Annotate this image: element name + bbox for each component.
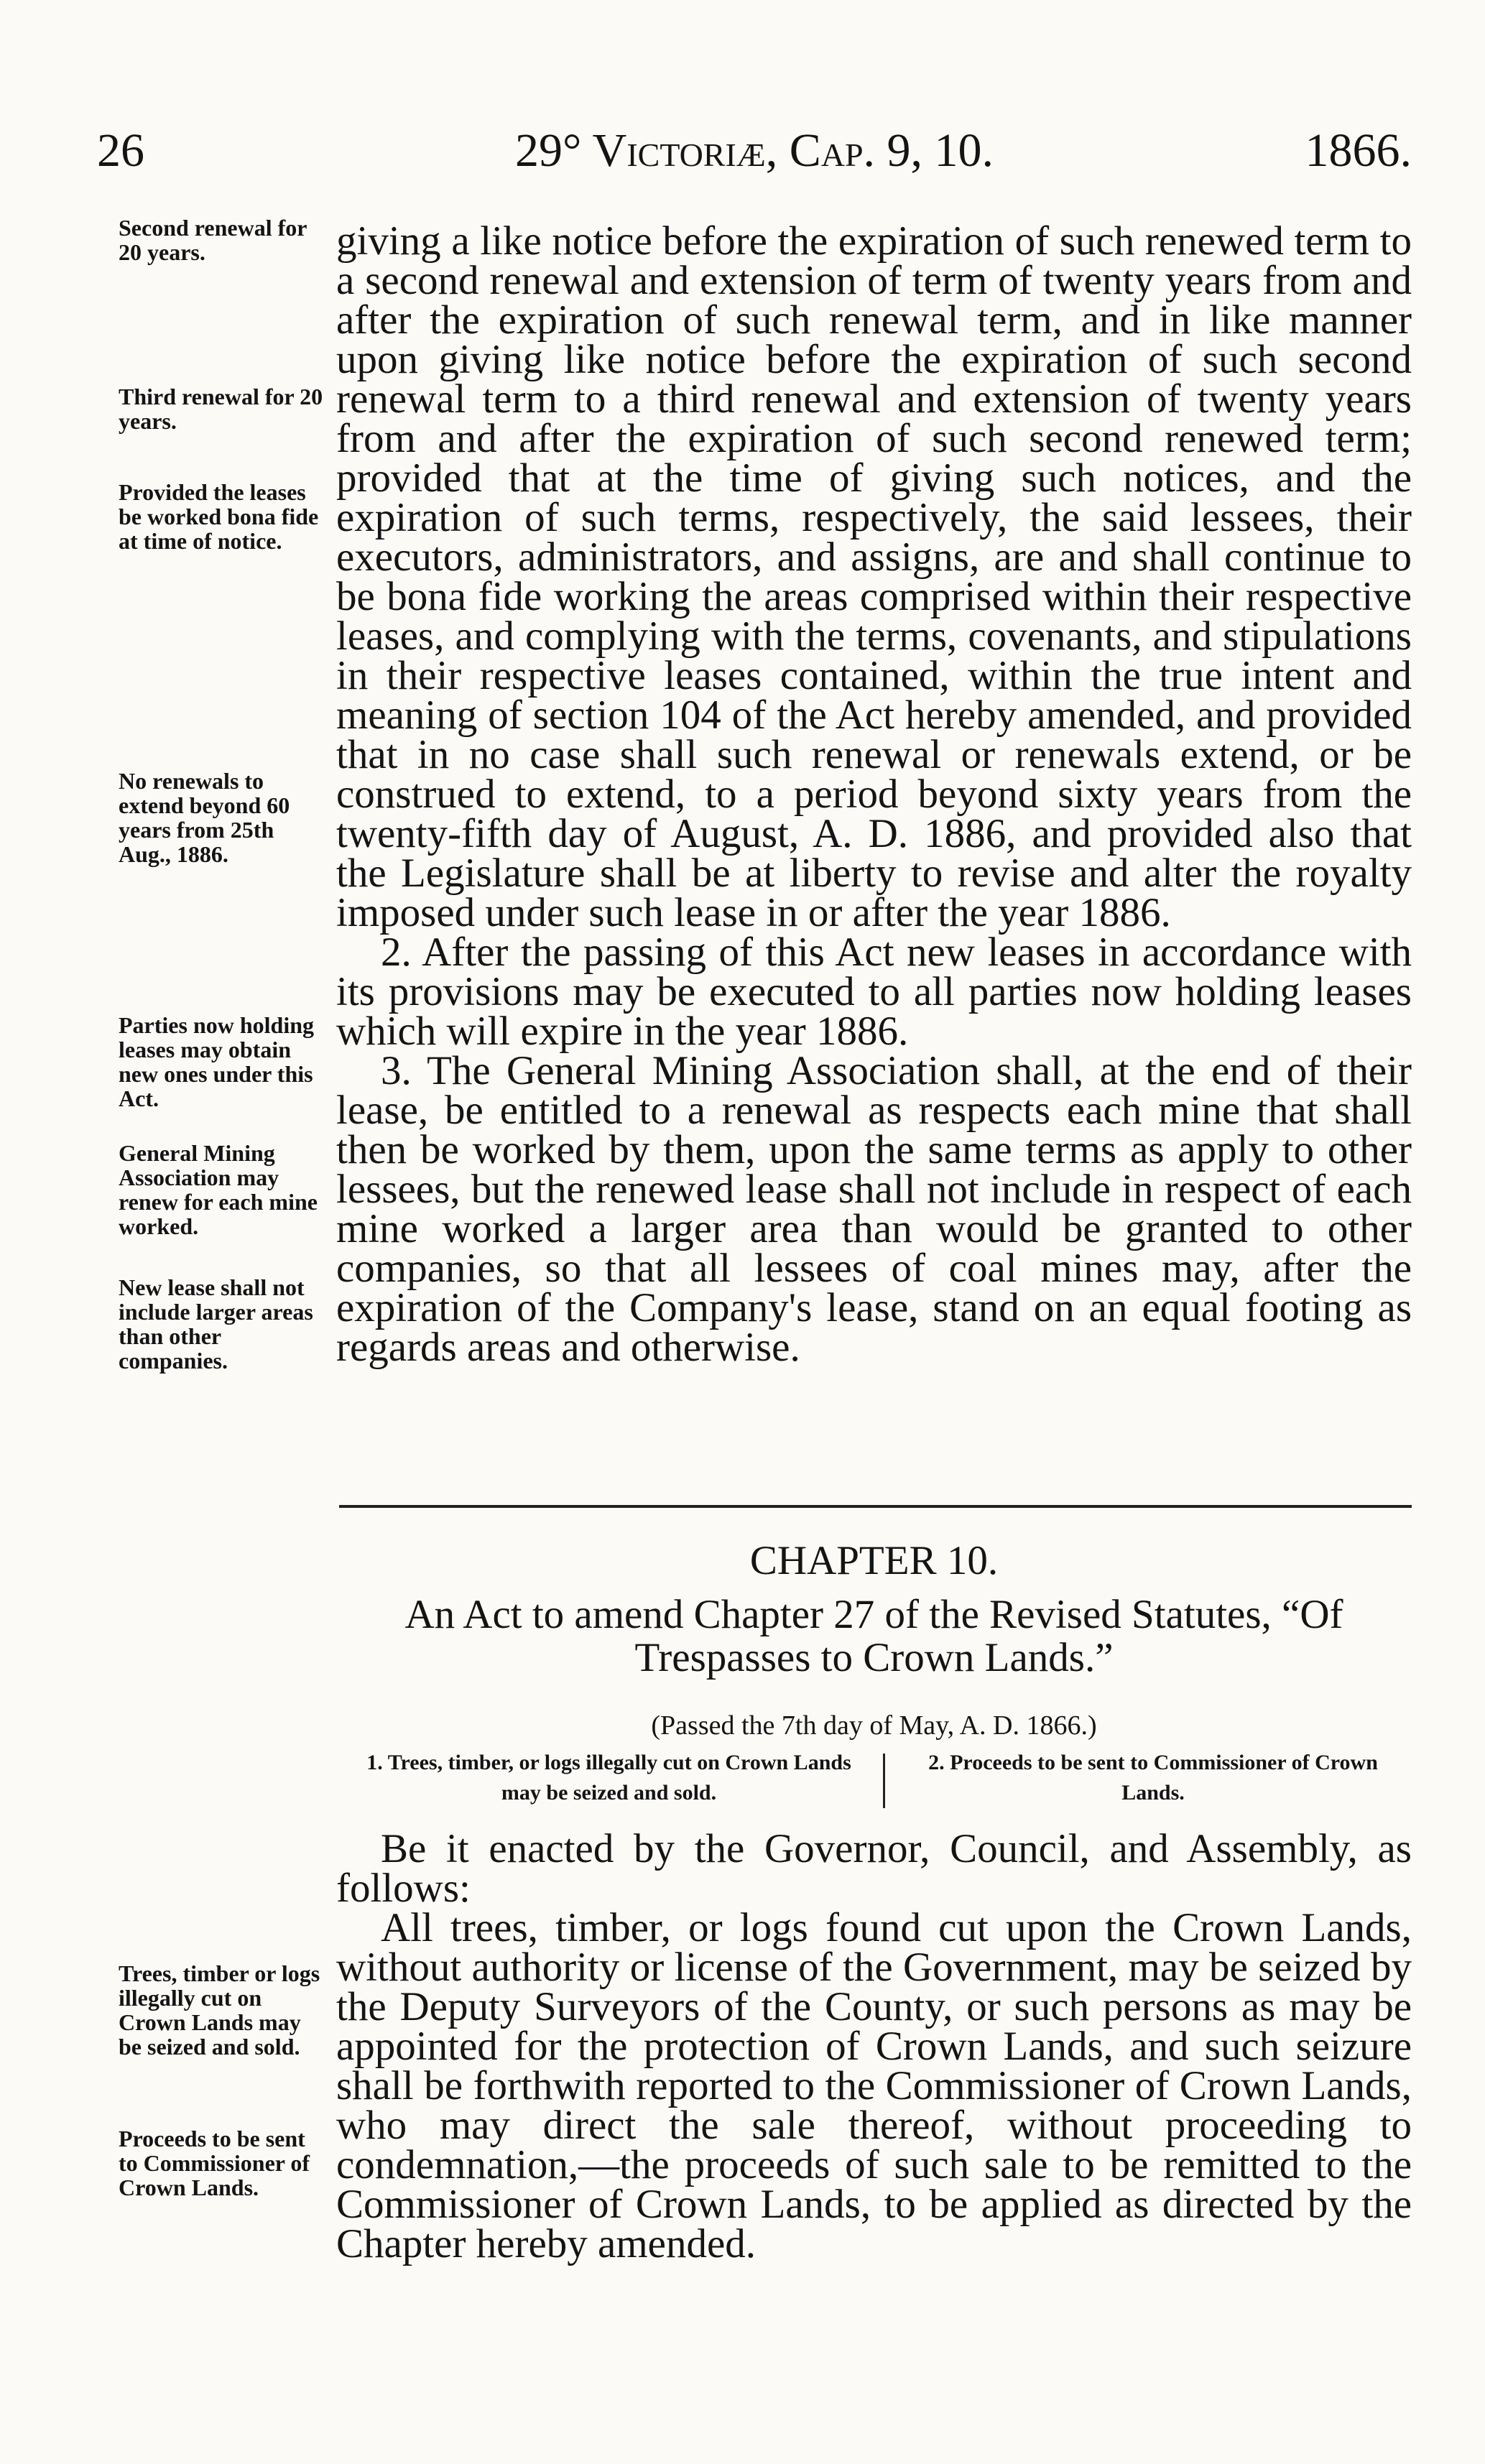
summary-item-2: 2. Proceeds to be sent to Commissioner of Crown Lands. xyxy=(928,1751,1378,1805)
chapter-title xyxy=(336,1593,1412,1680)
margin-note-proceeds: Proceeds to be sent to Commissioner of Crown Lands. xyxy=(119,2126,310,2200)
margin-note-provided-worked: Provided the leases be worked bona fide at time of notice. xyxy=(119,479,319,554)
chapter-10-body xyxy=(336,1826,1412,2266)
chapter-9-body xyxy=(336,218,1412,1370)
margin-note-general-mining: General Mining Association may renew for each mine worked. xyxy=(119,1140,318,1239)
summary-item-1: 1. Trees, timber, or logs illegally cut on Crown Lands may be seized and sold. xyxy=(366,1751,851,1805)
chapter-heading: CHAPTER 10. xyxy=(749,1538,999,1583)
chapter-title-line-1: An Act to amend Chapter 27 of the Revised Statutes, “Of xyxy=(404,1592,1343,1637)
margin-note-second-renewal: Second renewal for 20 years. xyxy=(119,215,307,265)
chapter-divider xyxy=(339,1505,1412,1508)
margin-note-no-renewals: No renewals to extend beyond 60 years from 25th Aug., 1886. xyxy=(119,768,290,867)
section-1-continuation: giving a like notice before the expiration of such renewed term to a second renewal and extension of term of twenty years from and after the expiration of such renewal term, and in like manner upon giving like notice before the expiration of such second renewal term to a third renewal and extension of twenty years from and after the expiration of such second renewed term; provided that at the time of giving such notices, and the expiration of such terms, respectively, the said lessees, their executors, administrators, and assigns, are and shall continue to be bona fide working the areas comprised within their respective leases, and complying with the terms, covenants, and stipulations in their respective leases contained, within the true intent and meaning of section 104 of the Act hereby amended, and provided that in no case shall such renewal or renewals extend, or be construed to extend, to a period beyond sixty years from the twenty-fifth day of August, A. D. 1886, and provided also that the Legislature shall be at liberty to revise and alter the royalty imposed under such lease in or after the year 1886. xyxy=(336,218,1412,935)
summary-divider xyxy=(883,1754,885,1808)
margin-note-parties-holding: Parties now holding leases may obtain new ones under this Act. xyxy=(119,1012,315,1111)
header-year: 1866. xyxy=(1305,124,1412,177)
chapter-title-line-2: Trespasses to Crown Lands.” xyxy=(634,1635,1114,1680)
section-summary xyxy=(345,1748,1412,1816)
enacting-clause: Be it enacted by the Governor, Council, and Assembly, as follows: xyxy=(336,1826,1412,1911)
section-3: 3. The General Mining Association shall, at the end of their lease, be entitled to a renewal as respects each mine that shall then be worked by them, upon the same terms as apply to other lessees, but the renewed lease shall not include in respect of each mine worked a larger area than would be granted to other companies, so that all lessees of coal mines may, after the expiration of the Company's lease, stand on an equal footing as regards areas and otherwise. xyxy=(336,1048,1412,1370)
page-header xyxy=(97,124,1412,181)
section-2: 2. After the passing of this Act new leases in accordance with its provisions may be executed to all parties now holding leases which will expire in the year 1886. xyxy=(336,930,1412,1054)
margin-note-trees-timber: Trees, timber or logs illegally cut on Crown Lands may be seized and sold. xyxy=(119,1960,320,2060)
margin-note-third-renewal: Third renewal for 20 years. xyxy=(119,384,323,434)
page-number: 26 xyxy=(97,124,144,177)
chapter-10-section-1: All trees, timber, or logs found cut upon the Crown Lands, without authority or license of the Government, may be seized by the Deputy Surveyors of the County, or such persons as may be appointed for the protection of Crown Lands, and such seizure shall be forthwith reported to the Commissioner of Crown Lands, who may direct the sale thereof, without proceeding to condemnation,—the proceeds of such sale to be remitted to the Commissioner of Crown Lands, to be applied as directed by the Chapter hereby amended. xyxy=(336,1905,1412,2266)
margin-note-new-lease: New lease shall not include larger areas than other companies. xyxy=(119,1274,313,1374)
running-title: 29° Victoriæ, Cap. 9, 10. xyxy=(514,124,994,177)
passed-date: (Passed the 7th day of May, A. D. 1866.) xyxy=(651,1710,1097,1741)
